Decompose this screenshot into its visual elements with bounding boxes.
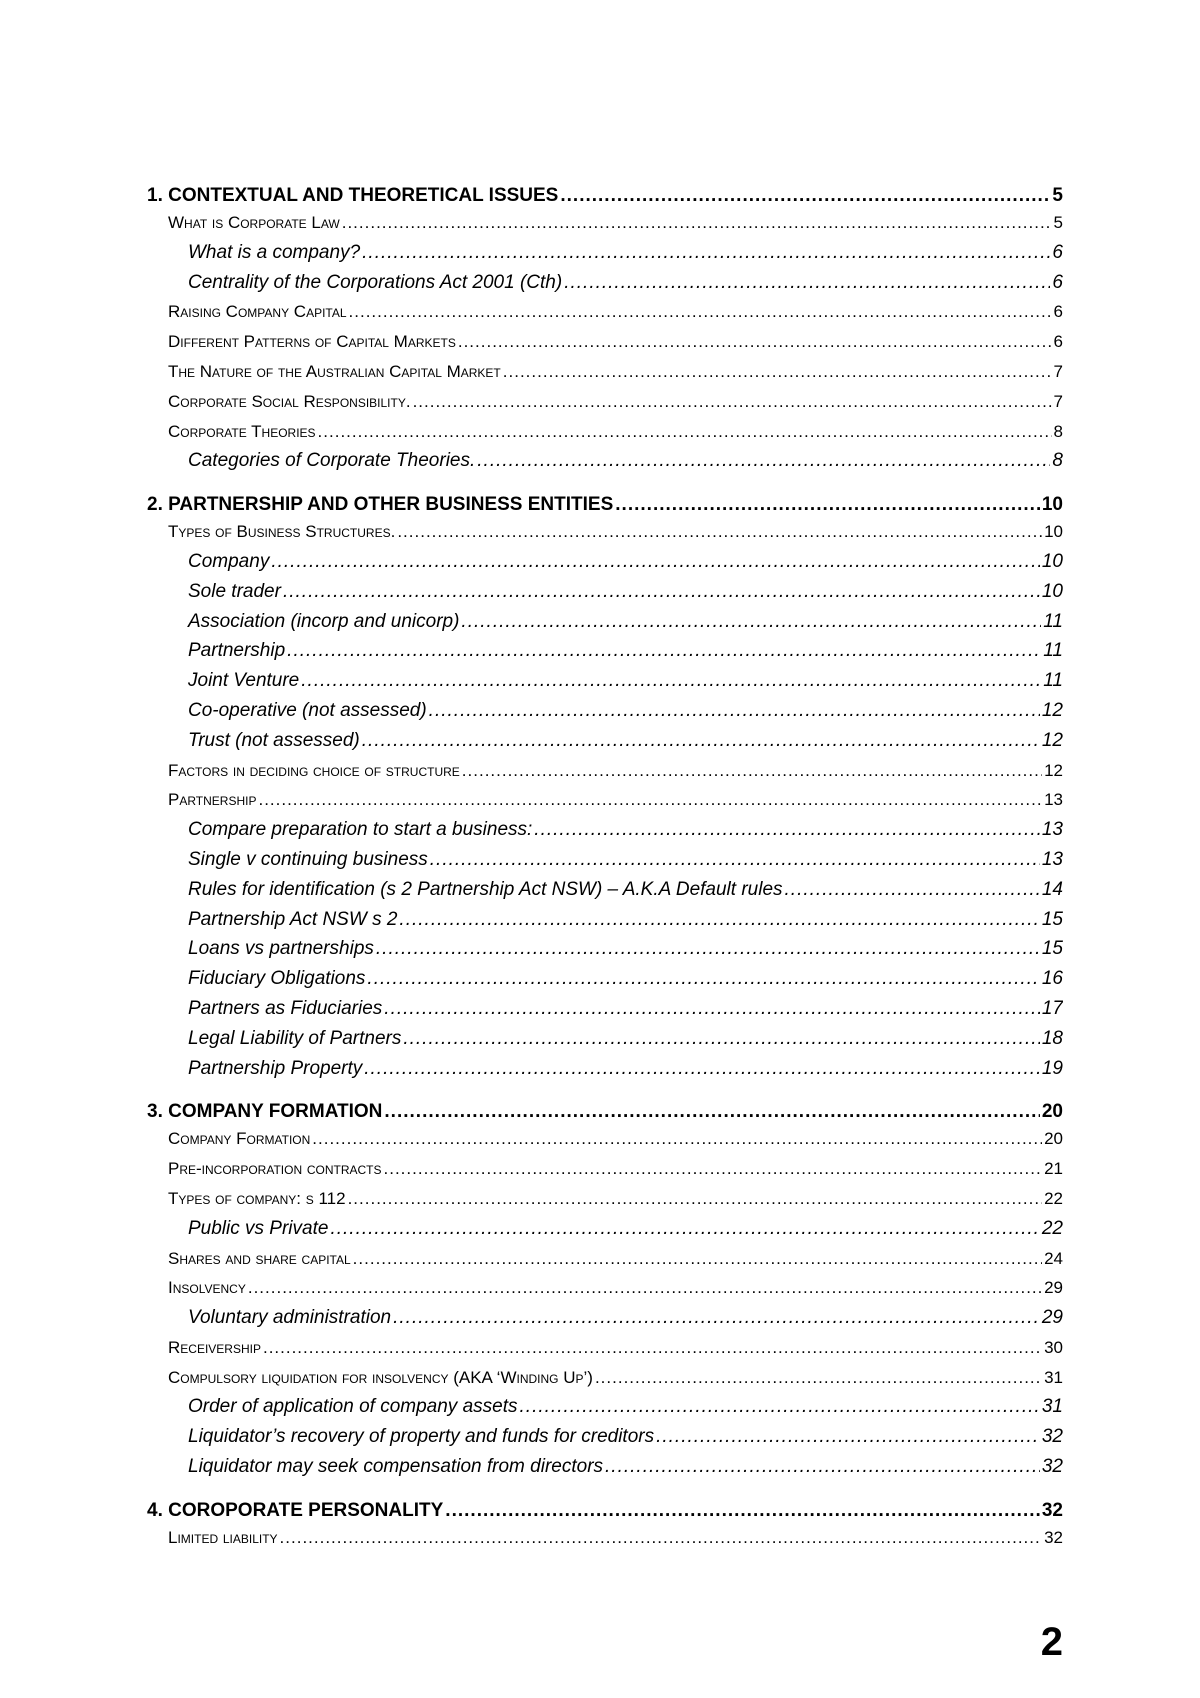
toc-entry[interactable] xyxy=(147,726,1063,756)
leader-dots xyxy=(595,1363,1042,1393)
toc-entry[interactable] xyxy=(147,1054,1063,1084)
toc-entry-title: Corporate Social Responsibility. xyxy=(168,391,411,411)
toc-entry-page: 5 xyxy=(1053,213,1063,232)
toc-entry-page: 32 xyxy=(1044,1527,1063,1547)
toc-entry-title: Limited liability xyxy=(168,1527,278,1547)
toc-entry-title: Liquidator may seek compensation from directors xyxy=(188,1456,604,1478)
leader-dots xyxy=(785,875,1040,905)
toc-entry-title: Different Patterns of Capital Markets xyxy=(168,332,456,352)
toc-entry-page: 13 xyxy=(1044,790,1063,810)
toc-entry-title: Trust (not assessed) xyxy=(188,729,360,751)
toc-entry-title: Compulsory liquidation for insolvency (AKA ‘Winding Up’) xyxy=(168,1367,593,1387)
leader-dots xyxy=(348,1184,1043,1214)
toc-entry[interactable] xyxy=(147,815,1063,845)
toc-entry-title: Company Formation xyxy=(168,1129,311,1149)
leader-dots xyxy=(271,547,1040,577)
toc-entry[interactable] xyxy=(147,1303,1063,1333)
toc-entry-page: 12 xyxy=(1041,699,1063,721)
leader-dots xyxy=(430,845,1040,875)
leader-dots xyxy=(605,1452,1040,1482)
toc-entry-title: The Nature of the Australian Capital Market xyxy=(168,361,501,381)
toc-entry-title: Shares and share capital xyxy=(168,1248,351,1268)
page-number: 2 xyxy=(1040,1620,1063,1664)
toc-entry[interactable] xyxy=(147,636,1063,666)
leader-dots xyxy=(403,1024,1040,1054)
toc-entry[interactable] xyxy=(147,756,1063,786)
toc-entry[interactable] xyxy=(147,184,1063,208)
leader-dots xyxy=(376,934,1040,964)
toc-entry[interactable] xyxy=(147,1363,1063,1393)
toc-entry[interactable] xyxy=(147,1100,1063,1124)
toc-entry-page: 14 xyxy=(1041,878,1063,900)
leader-dots xyxy=(429,696,1040,726)
toc-entry[interactable] xyxy=(147,517,1063,547)
toc-entry-page: 15 xyxy=(1041,938,1063,960)
toc-entry[interactable] xyxy=(147,905,1063,935)
toc-entry-page: 13 xyxy=(1041,848,1063,870)
toc-entry-page: 31 xyxy=(1044,1367,1063,1387)
toc-entry[interactable] xyxy=(147,1184,1063,1214)
leader-dots xyxy=(353,1244,1042,1274)
leader-dots xyxy=(564,268,1050,298)
toc-entry-title: Pre-incorporation contracts xyxy=(168,1159,382,1179)
toc-entry-page: 22 xyxy=(1041,1217,1063,1239)
toc-entry-title: Public vs Private xyxy=(188,1217,329,1239)
leader-dots xyxy=(560,184,1050,208)
toc-entry[interactable] xyxy=(147,1523,1063,1553)
leader-dots xyxy=(615,493,1040,517)
toc-entry[interactable] xyxy=(147,1499,1063,1523)
leader-dots xyxy=(656,1422,1040,1452)
leader-dots xyxy=(399,905,1039,935)
toc-entry[interactable] xyxy=(147,1214,1063,1244)
toc-entry-title: Corporate Theories xyxy=(168,421,316,441)
leader-dots xyxy=(330,1214,1039,1244)
toc-entry-title: Loans vs partnerships xyxy=(188,938,374,960)
toc-entry-page: 18 xyxy=(1041,1027,1063,1049)
toc-entry-title: Co-operative (not assessed) xyxy=(188,699,427,721)
toc-entry[interactable] xyxy=(147,607,1063,637)
leader-dots xyxy=(462,756,1042,786)
leader-dots xyxy=(318,417,1052,447)
toc-entry-page: 29 xyxy=(1044,1278,1063,1298)
toc-entry-title: Association (incorp and unicorp) xyxy=(188,610,460,632)
toc-entry[interactable] xyxy=(147,1124,1063,1154)
toc-entry-title: Voluntary administration xyxy=(188,1307,392,1329)
toc-entry-page: 20 xyxy=(1044,1129,1063,1149)
toc-entry-page: 31 xyxy=(1041,1396,1063,1418)
toc-entry-page: 16 xyxy=(1041,968,1063,990)
leader-dots xyxy=(477,446,1050,476)
toc-entry[interactable] xyxy=(147,547,1063,577)
leader-dots xyxy=(397,517,1042,547)
toc-entry-title: Factors in deciding choice of structure xyxy=(168,760,460,780)
toc-entry-title: Partnership Act NSW s 2 xyxy=(188,908,398,930)
toc-entry[interactable] xyxy=(147,1392,1063,1422)
leader-dots xyxy=(503,357,1052,387)
toc-entry-title: Partnership xyxy=(188,640,286,662)
toc-entry[interactable] xyxy=(147,1273,1063,1303)
toc-entry[interactable] xyxy=(147,994,1063,1024)
toc-entry-page: 10 xyxy=(1041,494,1063,516)
toc-entry-page: 10 xyxy=(1041,580,1063,602)
toc-entry[interactable] xyxy=(147,875,1063,905)
toc-entry[interactable] xyxy=(147,446,1063,476)
toc-entry[interactable] xyxy=(147,238,1063,268)
toc-entry-title: Centrality of the Corporations Act 2001 (Cth) xyxy=(188,271,563,293)
toc-entry-page: 10 xyxy=(1044,522,1063,542)
toc-entry-page: 20 xyxy=(1041,1101,1063,1123)
leader-dots xyxy=(413,387,1052,417)
toc-entry[interactable] xyxy=(147,387,1063,417)
toc-entry-page: 30 xyxy=(1044,1337,1063,1357)
leader-dots xyxy=(384,1100,1039,1124)
toc-entry-title: Receivership xyxy=(168,1337,261,1357)
toc-entry-page: 15 xyxy=(1041,908,1063,930)
toc-entry[interactable] xyxy=(147,1422,1063,1452)
toc-entry-page: 22 xyxy=(1044,1188,1063,1208)
toc-entry-title: Types of company: s 112 xyxy=(168,1188,346,1208)
toc-entry-title: Order of application of company assets xyxy=(188,1396,518,1418)
toc-entry-title: Company xyxy=(188,550,270,572)
toc-entry-page: 8 xyxy=(1052,450,1063,472)
toc-entry-page: 21 xyxy=(1044,1159,1063,1179)
leader-dots xyxy=(520,1392,1040,1422)
leader-dots xyxy=(301,666,1041,696)
leader-dots xyxy=(458,327,1052,357)
table-of-contents xyxy=(147,184,1063,1553)
toc-entry[interactable] xyxy=(147,268,1063,298)
toc-entry[interactable] xyxy=(147,964,1063,994)
toc-entry[interactable] xyxy=(147,785,1063,815)
leader-dots xyxy=(367,964,1039,994)
toc-entry[interactable] xyxy=(147,327,1063,357)
toc-entry-page: 8 xyxy=(1053,421,1063,441)
toc-entry-title: Compare preparation to start a business: xyxy=(188,819,533,841)
toc-entry[interactable] xyxy=(147,666,1063,696)
toc-entry[interactable] xyxy=(147,934,1063,964)
toc-entry-page: 7 xyxy=(1053,361,1063,381)
toc-entry-page: 6 xyxy=(1052,271,1063,293)
leader-dots xyxy=(248,1273,1042,1303)
leader-dots xyxy=(461,607,1041,637)
toc-entry-title: Partnership xyxy=(168,790,257,810)
toc-entry[interactable] xyxy=(147,357,1063,387)
toc-entry-title: Categories of Corporate Theories. xyxy=(188,450,476,472)
toc-entry-page: 32 xyxy=(1041,1456,1063,1478)
toc-entry-page: 10 xyxy=(1041,550,1063,572)
toc-entry[interactable] xyxy=(147,845,1063,875)
toc-entry[interactable] xyxy=(147,493,1063,517)
leader-dots xyxy=(263,1333,1042,1363)
toc-entry-title: 2. PARTNERSHIP AND OTHER BUSINESS ENTITIES xyxy=(147,494,614,516)
leader-dots xyxy=(312,1124,1042,1154)
leader-dots xyxy=(534,815,1040,845)
leader-dots xyxy=(445,1499,1040,1523)
toc-entry-page: 11 xyxy=(1043,640,1063,662)
toc-entry-title: Types of Business Structures. xyxy=(168,522,396,542)
toc-entry[interactable] xyxy=(147,1024,1063,1054)
toc-entry-title: Rules for identification (s 2 Partnership Act NSW) – A.K.A Default rules xyxy=(188,878,783,900)
toc-entry-page: 7 xyxy=(1053,391,1063,411)
toc-entry-page: 12 xyxy=(1044,760,1063,780)
toc-entry-page: 11 xyxy=(1043,670,1063,692)
toc-entry-page: 6 xyxy=(1053,332,1063,352)
toc-entry-title: Joint Venture xyxy=(188,670,300,692)
toc-entry-title: Liquidator’s recovery of property and funds for creditors xyxy=(188,1426,655,1448)
toc-entry[interactable] xyxy=(147,1244,1063,1274)
toc-entry-title: 3. COMPANY FORMATION xyxy=(147,1101,383,1123)
toc-entry-title: Partners as Fiduciaries xyxy=(188,997,383,1019)
toc-entry-title: Legal Liability of Partners xyxy=(188,1027,402,1049)
toc-entry-title: Fiduciary Obligations xyxy=(188,968,366,990)
toc-entry-page: 32 xyxy=(1041,1499,1063,1521)
leader-dots xyxy=(287,636,1041,666)
toc-entry-title: Raising Company Capital xyxy=(168,302,347,322)
leader-dots xyxy=(349,297,1052,327)
leader-dots xyxy=(283,577,1040,607)
toc-entry[interactable] xyxy=(147,297,1063,327)
toc-entry-title: What is a company? xyxy=(188,241,361,263)
toc-entry-page: 13 xyxy=(1041,819,1063,841)
toc-entry-page: 12 xyxy=(1041,729,1063,751)
leader-dots xyxy=(362,726,1040,756)
leader-dots xyxy=(342,208,1052,238)
leader-dots xyxy=(393,1303,1040,1333)
toc-entry[interactable] xyxy=(147,417,1063,447)
toc-entry-title: Single v continuing business xyxy=(188,848,428,870)
toc-entry-page: 11 xyxy=(1043,610,1063,632)
toc-entry[interactable] xyxy=(147,208,1063,238)
toc-entry[interactable] xyxy=(147,1154,1063,1184)
toc-entry-page: 17 xyxy=(1041,997,1063,1019)
toc-entry-title: Partnership Property xyxy=(188,1057,363,1079)
toc-entry-page: 29 xyxy=(1041,1307,1063,1329)
toc-entry-title: Insolvency xyxy=(168,1278,246,1298)
toc-entry-title: 1. CONTEXTUAL AND THEORETICAL ISSUES xyxy=(147,185,559,206)
toc-entry[interactable] xyxy=(147,1333,1063,1363)
toc-entry-title: What is Corporate Law xyxy=(168,213,340,232)
toc-entry-title: 4. COROPORATE PERSONALITY xyxy=(147,1499,444,1521)
leader-dots xyxy=(364,1054,1040,1084)
leader-dots xyxy=(258,785,1042,815)
leader-dots xyxy=(384,994,1040,1024)
toc-entry[interactable] xyxy=(147,1452,1063,1482)
toc-entry-title: Sole trader xyxy=(188,580,281,602)
toc-entry-page: 5 xyxy=(1052,185,1063,206)
leader-dots xyxy=(384,1154,1043,1184)
leader-dots xyxy=(280,1523,1043,1553)
toc-entry[interactable] xyxy=(147,696,1063,726)
leader-dots xyxy=(362,238,1050,268)
toc-entry-page: 19 xyxy=(1041,1057,1063,1079)
toc-entry-page: 32 xyxy=(1041,1426,1063,1448)
toc-entry[interactable] xyxy=(147,577,1063,607)
toc-entry-page: 6 xyxy=(1053,302,1063,322)
toc-entry-page: 24 xyxy=(1044,1248,1063,1268)
toc-entry-page: 6 xyxy=(1052,241,1063,263)
